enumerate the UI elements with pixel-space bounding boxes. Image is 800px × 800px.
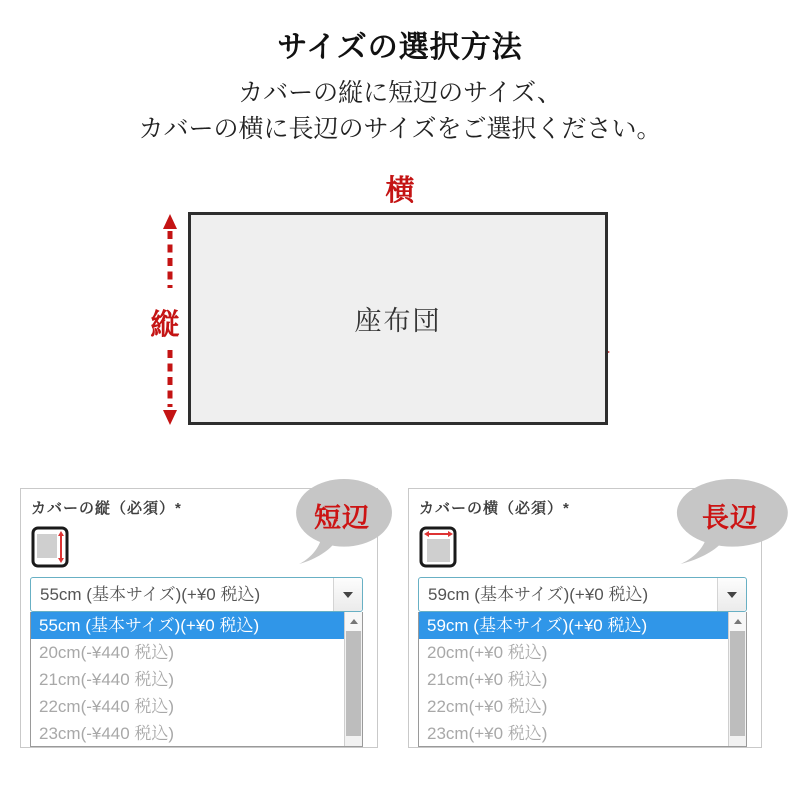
option-23cm[interactable]: 23cm(+¥0 税込) [427,724,548,743]
scrollbar-thumb[interactable] [730,631,745,736]
scroll-up-button[interactable] [729,612,746,631]
cover-width-field-label: カバーの横（必須）* [419,500,570,517]
option-21cm[interactable]: 21cm(-¥440 税込) [39,670,175,689]
scrollbar[interactable] [728,612,746,746]
width-dimension-label: 横 [385,175,415,207]
cover-height-selected-value: 55cm (基本サイズ)(+¥0 税込) [40,585,261,604]
chevron-up-icon [350,619,358,624]
page-title: サイズの選択方法 [277,31,523,64]
cover-height-dropdown-button[interactable] [333,578,362,611]
dashed-arrow-down-icon [162,350,178,425]
chevron-up-icon [734,619,742,624]
width-dimension-icon [419,526,457,568]
height-dimension-icon [31,526,69,568]
chevron-down-icon [343,592,353,598]
chevron-down-icon [727,592,737,598]
cover-height-option-list [30,612,363,747]
short-side-bubble [291,478,393,564]
option-23cm[interactable]: 23cm(-¥440 税込) [39,724,175,743]
height-dimension-label: 縦 [150,309,180,341]
scroll-up-button[interactable] [345,612,362,631]
instruction-line-2: カバーの横に長辺のサイズをご選択ください。 [138,115,662,143]
scrollbar[interactable] [344,612,362,746]
cover-width-selected-value: 59cm (基本サイズ)(+¥0 税込) [428,585,649,604]
cover-width-panel [408,488,762,748]
cover-width-option-list [418,612,747,747]
short-side-bubble-label: 短辺 [314,503,370,533]
cover-height-panel [20,488,378,748]
option-21cm[interactable]: 21cm(+¥0 税込) [427,670,548,689]
instruction-line-1: カバーの縦に短辺のサイズ、 [238,79,562,107]
size-diagram [0,160,800,455]
long-side-bubble-label: 長辺 [702,503,758,533]
option-59cm[interactable]: 59cm (基本サイズ)(+¥0 税込) [419,612,728,639]
option-20cm[interactable]: 20cm(-¥440 税込) [39,643,175,662]
long-side-bubble [671,478,789,564]
cushion-label: 座布団 [354,306,442,336]
option-20cm[interactable]: 20cm(+¥0 税込) [427,643,548,662]
cushion-rectangle [188,212,608,425]
cover-width-select[interactable] [418,577,747,612]
cover-height-select[interactable] [30,577,363,612]
scrollbar-thumb[interactable] [346,631,361,736]
cover-height-field-label: カバーの縦（必須）* [31,500,182,517]
option-22cm[interactable]: 22cm(-¥440 税込) [39,697,175,716]
dashed-arrow-up-icon [162,214,178,288]
option-55cm[interactable]: 55cm (基本サイズ)(+¥0 税込) [31,612,344,639]
cover-width-dropdown-button[interactable] [717,578,746,611]
option-22cm[interactable]: 22cm(+¥0 税込) [427,697,548,716]
